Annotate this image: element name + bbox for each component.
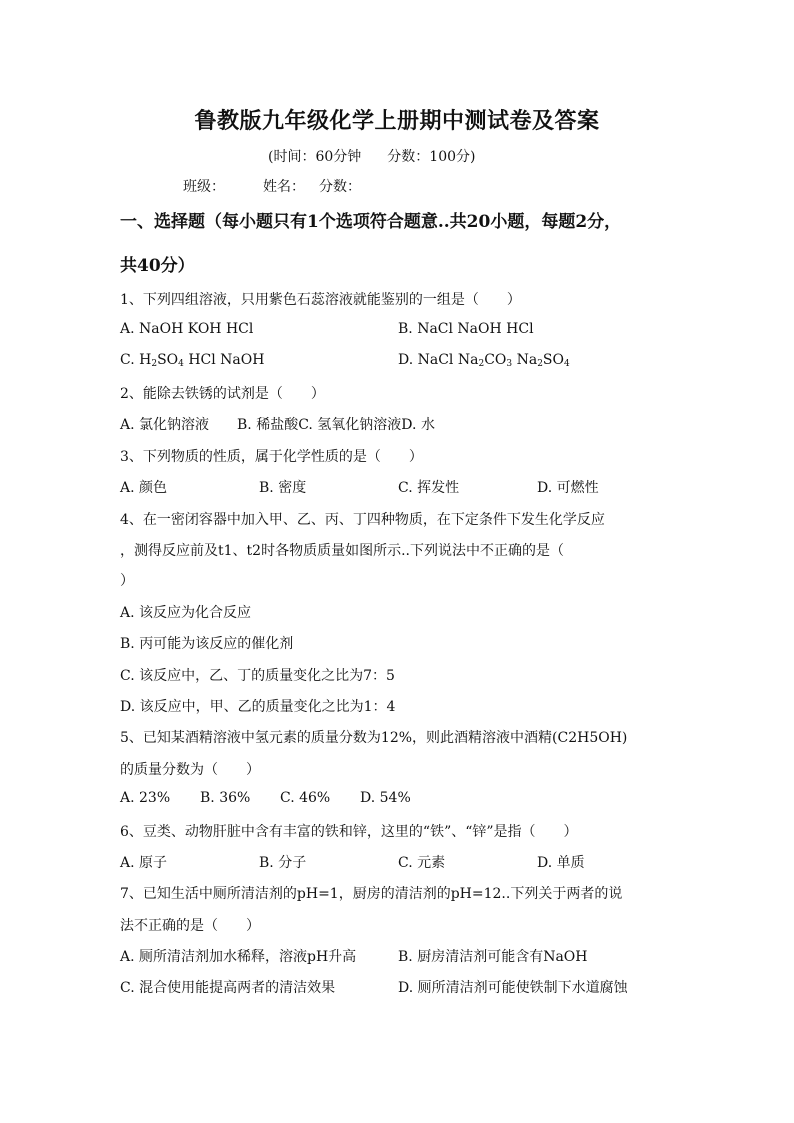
question-1-option-b: B. NaCl NaOH HCl <box>398 321 534 337</box>
total-score-label: 分数：100分) <box>387 149 476 165</box>
points-label: 分数： <box>319 179 361 195</box>
question-3-option-a: A. 颜色 <box>120 480 168 496</box>
question-3-option-d: D. 可燃性 <box>537 480 599 496</box>
question-5-option-c: C. 46% <box>280 790 331 806</box>
question-5-option-d: D. 54% <box>360 790 411 806</box>
question-6-option-d: D. 单质 <box>537 855 585 871</box>
question-4-stem-line3: ） <box>120 573 134 589</box>
question-7-stem-line1: 7、已知生活中厕所清洁剂的pH=1，厨房的清洁剂的pH=12..下列关于两者的说 <box>120 886 623 902</box>
question-4-option-b: B. 丙可能为该反应的催化剂 <box>120 636 294 652</box>
question-3-option-b: B. 密度 <box>259 480 307 496</box>
question-1-option-a: A. NaOH KOH HCl <box>120 321 254 337</box>
question-4-option-d: D. 该反应中，甲、乙的质量变化之比为1：4 <box>120 699 396 715</box>
time-label: (时间：60分钟 <box>268 149 362 165</box>
question-6-option-c: C. 元素 <box>398 855 446 871</box>
question-1-option-c: C. $H_2SO_4$ HCl NaOH <box>120 352 265 369</box>
question-7-option-a: A. 厕所清洁剂加水稀释，溶液pH升高 <box>120 949 357 965</box>
question-3-option-c: C. 挥发性 <box>398 480 460 496</box>
question-2-stem: 2、能除去铁锈的试剂是（ ） <box>120 386 325 402</box>
section-heading <box>120 200 680 288</box>
question-5-option-b: B. 36% <box>200 790 251 806</box>
question-7-option-b: B. 厨房清洁剂可能含有NaOH <box>398 949 588 965</box>
exam-time-score <box>268 146 475 166</box>
question-6-option-b: B. 分子 <box>259 855 307 871</box>
class-label: 班级： <box>183 179 225 195</box>
question-6-option-a: A. 原子 <box>120 855 168 871</box>
question-4-stem-line2: ，测得反应前及t1、t2时各物质质量如图所示..下列说法中不正确的是（ <box>120 543 564 559</box>
question-5-option-a: A. 23% <box>120 790 171 806</box>
student-info <box>183 176 375 196</box>
name-label: 姓名： <box>263 179 305 195</box>
question-1-stem: 1、下列四组溶液，只用紫色石蕊溶液就能鉴别的一组是（ ） <box>120 292 521 308</box>
question-4-stem-line1: 4、在一密闭容器中加入甲、乙、丙、丁四种物质，在下定条件下发生化学反应 <box>120 512 605 528</box>
question-4-option-c: C. 该反应中，乙、丁的质量变化之比为7：5 <box>120 668 395 684</box>
question-7-stem-line2: 法不正确的是（ ） <box>120 918 260 934</box>
question-5-stem-line2: 的质量分数为（ ） <box>120 762 260 778</box>
question-7-option-c: C. 混合使用能提高两者的清洁效果 <box>120 980 336 996</box>
question-4-option-a: A. 该反应为化合反应 <box>120 605 252 621</box>
section-heading-line1: 一、选择题（每小题只有1个选项符合题意..共20小题，每题2分， <box>120 212 622 232</box>
question-5-stem-line1: 5、已知某酒精溶液中氢元素的质量分数为12%，则此酒精溶液中酒精(C2H5OH) <box>120 730 628 746</box>
question-6-stem: 6、豆类、动物肝脏中含有丰富的铁和锌，这里的“铁”、“锌”是指（ ） <box>120 824 578 840</box>
question-3-stem: 3、下列物质的性质，属于化学性质的是（ ） <box>120 449 423 465</box>
question-2-options: A. 氯化钠溶液 B. 稀盐酸C. 氢氧化钠溶液D. 水 <box>120 417 435 433</box>
section-heading-line2: 共40分） <box>120 256 195 276</box>
question-7-option-d: D. 厕所清洁剂可能使铁制下水道腐蚀 <box>398 980 628 996</box>
document-title: 鲁教版九年级化学上册期中测试卷及答案 <box>194 108 600 134</box>
question-1-option-d: D. NaCl $Na_2CO_3$ $Na_2SO_4$ <box>398 352 570 369</box>
